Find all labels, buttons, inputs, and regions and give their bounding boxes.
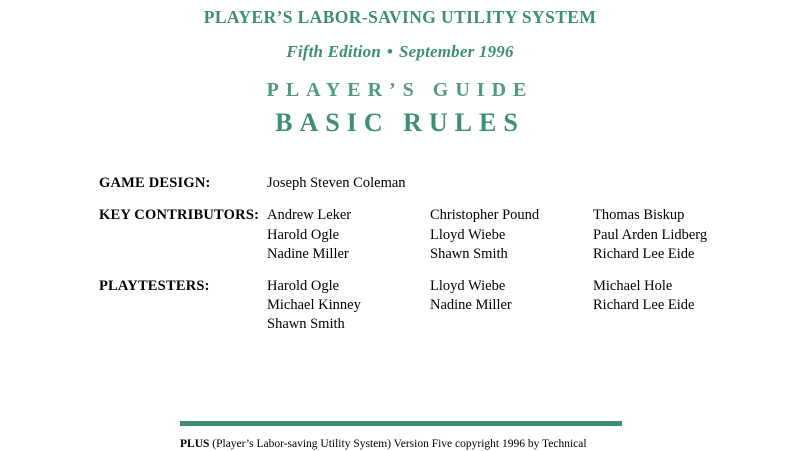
edition-label: Fifth Edition [286, 42, 382, 62]
rules-title: BASIC RULES [275, 108, 525, 138]
bullet-separator: • [387, 42, 393, 62]
credit-column [430, 277, 593, 334]
credit-name: Shawn Smith [267, 316, 345, 332]
system-title: PLAYER’S LABOR-SAVING UTILITY SYSTEM [203, 7, 597, 27]
footer-system-abbr: PLUS [180, 438, 210, 450]
credit-column [267, 206, 430, 263]
footer-copyright [180, 437, 622, 451]
guide-title: PLAYER’S GUIDE [266, 79, 534, 102]
credit-label: GAME DESIGN: [99, 175, 211, 192]
credit-name: Richard Lee Eide [593, 245, 695, 262]
credit-columns [267, 206, 760, 263]
credit-name: Joseph Steven Coleman [267, 175, 406, 192]
credit-name: Andrew Leker [267, 207, 352, 224]
credit-name: Michael Kinney [267, 296, 361, 313]
credits-section [0, 174, 800, 334]
credit-name: Christopher Pound [430, 207, 540, 224]
credit-row [99, 174, 760, 193]
credit-columns [267, 277, 760, 334]
credit-name: Paul Arden Lidberg [593, 226, 708, 243]
credit-column [267, 174, 760, 193]
credit-name: Michael Hole [593, 277, 673, 294]
credit-name: Harold Ogle [267, 226, 340, 243]
title-block [0, 0, 800, 138]
credit-name: Thomas Biskup [593, 207, 685, 224]
credit-label: KEY CONTRIBUTORS: [99, 207, 260, 224]
credit-label: PLAYTESTERS: [99, 277, 210, 294]
footer-divider [180, 421, 622, 426]
credit-name: Shawn Smith [430, 245, 508, 262]
credit-name: Lloyd Wiebe [430, 277, 506, 294]
credit-name: Harold Ogle [267, 277, 340, 294]
edition-date: September 1996 [398, 42, 514, 62]
credit-name: Lloyd Wiebe [430, 226, 506, 243]
credit-column [593, 277, 760, 334]
credit-name: Nadine Miller [430, 296, 512, 313]
credit-column [430, 206, 593, 263]
credit-name: Nadine Miller [267, 245, 349, 262]
credit-columns [267, 174, 760, 193]
credit-row [99, 206, 760, 263]
footer-copyright-text: (Player’s Labor-saving Utility System) Version Five copyright 1996 by Technical [209, 438, 587, 450]
edition-line [0, 42, 800, 62]
credit-name: Richard Lee Eide [593, 296, 695, 313]
credit-column [593, 206, 760, 263]
credit-column [267, 277, 430, 334]
credit-row [99, 277, 760, 334]
